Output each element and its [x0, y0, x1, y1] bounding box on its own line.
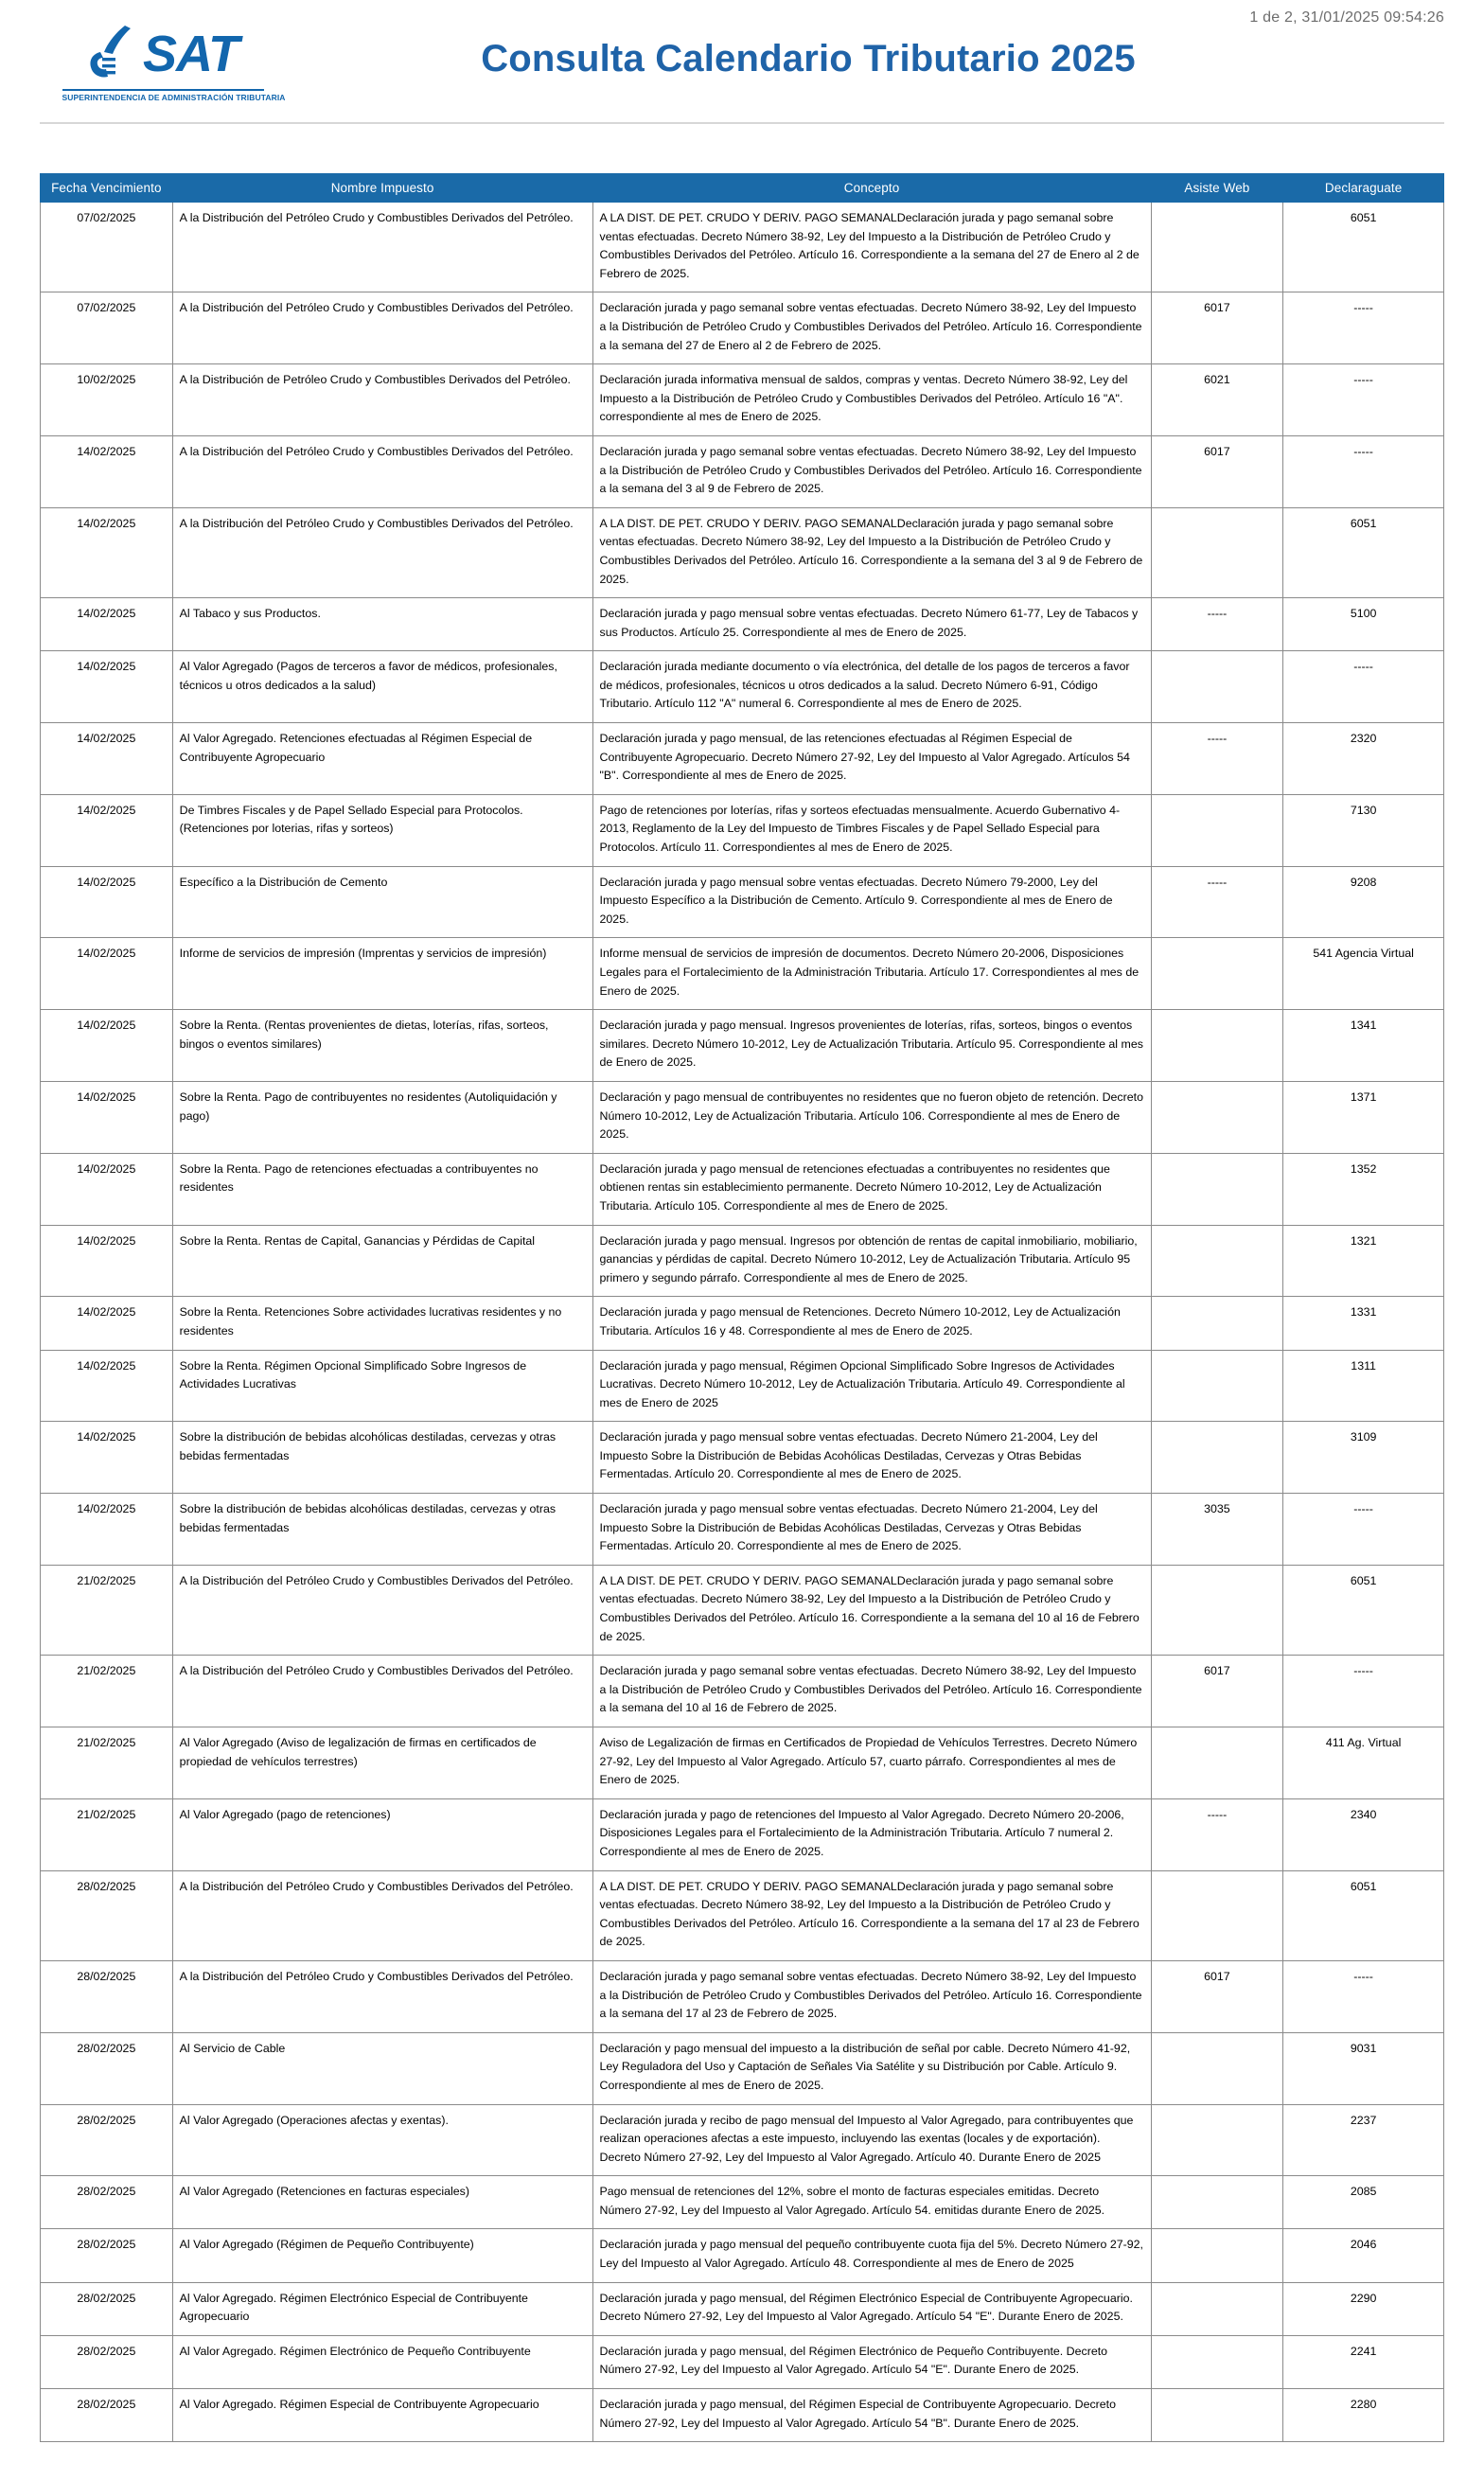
cell-asiste-web: 6017 [1151, 1960, 1283, 2032]
cell-fecha-vencimiento: 28/02/2025 [41, 2032, 173, 2104]
cell-fecha-vencimiento: 14/02/2025 [41, 651, 173, 723]
cell-fecha-vencimiento: 14/02/2025 [41, 723, 173, 795]
cell-asiste-web [1151, 1297, 1283, 1350]
logo-main [87, 24, 238, 86]
cell-nombre-impuesto: Sobre la distribución de bebidas alcohólicas destiladas, cervezas y otras bebidas fermentadas [172, 1422, 592, 1494]
cell-nombre-impuesto: Al Valor Agregado (Pagos de terceros a favor de médicos, profesionales, técnicos u otros dedicados a la salud) [172, 651, 592, 723]
cell-concepto: Declaración jurada y pago mensual, de las retenciones efectuadas al Régimen Especial de Contribuyente Agropecuario. Decreto Número 27-92, Ley del Impuesto al Valor Agregado. Artículos 54 "B". Correspondiente al mes de Enero de 2025. [592, 723, 1151, 795]
cell-nombre-impuesto: A la Distribución del Petróleo Crudo y Combustibles Derivados del Petróleo. [172, 203, 592, 292]
cell-fecha-vencimiento: 14/02/2025 [41, 866, 173, 938]
cell-fecha-vencimiento: 14/02/2025 [41, 938, 173, 1010]
cell-fecha-vencimiento: 07/02/2025 [41, 203, 173, 292]
cell-concepto: Declaración jurada y pago semanal sobre ventas efectuadas. Decreto Número 38-92, Ley del Impuesto a la Distribución de Petróleo Crudo y Combustibles Derivados del Petróleo. Artículo 16. Correspondiente a la semana del 27 de Enero al 2 de Febrero de 2025. [592, 292, 1151, 364]
cell-asiste-web: 6017 [1151, 435, 1283, 507]
table-row [41, 1870, 1444, 1960]
cell-declaraguate: 2280 [1283, 2389, 1444, 2442]
column-header-declaraguate: Declaraguate [1283, 174, 1444, 203]
page-meta-stamp: 1 de 2, 31/01/2025 09:54:26 [1249, 9, 1444, 26]
cell-declaraguate: 1331 [1283, 1297, 1444, 1350]
cell-concepto: Declaración jurada y pago mensual sobre ventas efectuadas. Decreto Número 61-77, Ley de Tabacos y sus Productos. Artículo 25. Correspondiente al mes de Enero de 2025. [592, 598, 1151, 651]
cell-concepto: Declaración jurada y pago mensual, del Régimen Electrónico de Pequeño Contribuyente. Decreto Número 27-92, Ley del Impuesto al Valor Agregado. Artículo 54 "E". Durante Enero de 2025. [592, 2335, 1151, 2388]
cell-nombre-impuesto: Al Valor Agregado. Régimen Electrónico de Pequeño Contribuyente [172, 2335, 592, 2388]
cell-asiste-web: ----- [1151, 866, 1283, 938]
cell-concepto: A LA DIST. DE PET. CRUDO Y DERIV. PAGO SEMANALDeclaración jurada y pago semanal sobre ventas efectuadas. Decreto Número 38-92, Ley del Impuesto a la Distribución de Petróleo Crudo y Combustibles Derivados del Petróleo. Artículo 16. Correspondiente a la semana del 27 de Enero al 2 de Febrero de 2025. [592, 203, 1151, 292]
cell-concepto: Declaración jurada y pago mensual sobre ventas efectuadas. Decreto Número 21-2004, Ley del Impuesto Sobre la Distribución de Bebidas Acohólicas Destiladas, Cervezas y Otras Bebidas Fermentadas. Artículo 20. Correspondiente al mes de Enero de 2025. [592, 1494, 1151, 1566]
table-row [41, 651, 1444, 723]
table-row [41, 292, 1444, 364]
cell-concepto: Declaración y pago mensual del impuesto a la distribución de señal por cable. Decreto Número 41-92, Ley Reguladora del Uso y Captación de Señales Via Satélite y su Distribución por Cable. Artículo 9. Correspondiente al mes de Enero de 2025. [592, 2032, 1151, 2104]
cell-concepto: Declaración y pago mensual de contribuyentes no residentes que no fueron objeto de retención. Decreto Número 10-2012, Ley de Actualización Tributaria. Artículo 106. Correspondiente al mes de Enero de 2025. [592, 1081, 1151, 1153]
table-header [41, 174, 1444, 203]
cell-nombre-impuesto: Al Valor Agregado (Operaciones afectas y exentas). [172, 2104, 592, 2176]
cell-concepto: Declaración jurada y recibo de pago mensual del Impuesto al Valor Agregado, para contribuyentes que realizan operaciones afectas a este impuesto, incluyendo las exentas (locales y de exportación). Decreto Número 27-92, Ley del Impuesto al Valor Agregado. Artículo 40. Durante Enero de 2025 [592, 2104, 1151, 2176]
cell-nombre-impuesto: A la Distribución del Petróleo Crudo y Combustibles Derivados del Petróleo. [172, 1565, 592, 1655]
cell-declaraguate: 9031 [1283, 2032, 1444, 2104]
cell-asiste-web: ----- [1151, 1798, 1283, 1870]
cell-declaraguate: 2320 [1283, 723, 1444, 795]
column-header-nombre-impuesto: Nombre Impuesto [172, 174, 592, 203]
cell-nombre-impuesto: Sobre la Renta. Pago de retenciones efectuadas a contribuyentes no residentes [172, 1153, 592, 1225]
cell-nombre-impuesto: A la Distribución del Petróleo Crudo y Combustibles Derivados del Petróleo. [172, 1870, 592, 1960]
cell-asiste-web [1151, 1727, 1283, 1799]
cell-declaraguate: ----- [1283, 1656, 1444, 1727]
cell-asiste-web: 3035 [1151, 1494, 1283, 1566]
sat-emblem-icon [87, 24, 142, 86]
cell-concepto: Pago de retenciones por loterías, rifas y sorteos efectuadas mensualmente. Acuerdo Gubernativo 4-2013, Reglamento de la Ley del Impuesto de Timbres Fiscales y de Papel Sellado Especial para Protocolos. Artículo 11. Correspondientes al mes de Enero de 2025. [592, 794, 1151, 866]
cell-fecha-vencimiento: 28/02/2025 [41, 2104, 173, 2176]
table-row [41, 435, 1444, 507]
cell-nombre-impuesto: Sobre la Renta. (Rentas provenientes de dietas, loterías, rifas, sorteos, bingos o eventos similares) [172, 1010, 592, 1082]
cell-nombre-impuesto: A la Distribución del Petróleo Crudo y Combustibles Derivados del Petróleo. [172, 1960, 592, 2032]
cell-asiste-web [1151, 1153, 1283, 1225]
cell-concepto: Declaración jurada y pago mensual, del Régimen Electrónico Especial de Contribuyente Agropecuario. Decreto Número 27-92, Ley del Impuesto al Valor Agregado. Artículo 54 "E". Durante Enero de 2025. [592, 2282, 1151, 2335]
cell-nombre-impuesto: Al Valor Agregado. Régimen Electrónico Especial de Contribuyente Agropecuario [172, 2282, 592, 2335]
cell-fecha-vencimiento: 14/02/2025 [41, 1010, 173, 1082]
cell-fecha-vencimiento: 14/02/2025 [41, 507, 173, 597]
cell-fecha-vencimiento: 14/02/2025 [41, 1422, 173, 1494]
cell-asiste-web: 6017 [1151, 292, 1283, 364]
column-header-fecha-vencimiento: Fecha Vencimiento [41, 174, 173, 203]
cell-fecha-vencimiento: 07/02/2025 [41, 292, 173, 364]
cell-asiste-web: ----- [1151, 598, 1283, 651]
cell-fecha-vencimiento: 28/02/2025 [41, 1960, 173, 2032]
table-row [41, 938, 1444, 1010]
cell-concepto: Pago mensual de retenciones del 12%, sobre el monto de facturas especiales emitidas. Decreto Número 27-92, Ley del Impuesto al Valor Agregado. Artículo 54. emitidas durante Enero de 2025. [592, 2176, 1151, 2229]
cell-concepto: A LA DIST. DE PET. CRUDO Y DERIV. PAGO SEMANALDeclaración jurada y pago semanal sobre ventas efectuadas. Decreto Número 38-92, Ley del Impuesto a la Distribución de Petróleo Crudo y Combustibles Derivados del Petróleo. Artículo 16. Correspondiente a la semana del 10 al 16 de Febrero de 2025. [592, 1565, 1151, 1655]
calendar-table-container [0, 124, 1484, 2480]
cell-nombre-impuesto: Al Valor Agregado (pago de retenciones) [172, 1798, 592, 1870]
cell-asiste-web [1151, 2176, 1283, 2229]
cell-asiste-web [1151, 2229, 1283, 2282]
cell-concepto: Aviso de Legalización de firmas en Certificados de Propiedad de Vehículos Terrestres. Decreto Número 27-92, Ley del Impuesto al Valor Agregado. Artículo 57, cuarto párrafo. Correspondientes al mes de Enero de 2025. [592, 1727, 1151, 1799]
cell-declaraguate: 1311 [1283, 1350, 1444, 1422]
cell-concepto: Declaración jurada y pago mensual sobre ventas efectuadas. Decreto Número 79-2000, Ley del Impuesto Específico a la Distribución de Cemento. Artículo 9. Correspondiente al mes de Enero de 2025. [592, 866, 1151, 938]
cell-declaraguate: 541 Agencia Virtual [1283, 938, 1444, 1010]
column-header-asiste-web: Asiste Web [1151, 174, 1283, 203]
cell-asiste-web [1151, 651, 1283, 723]
cell-nombre-impuesto: Informe de servicios de impresión (Imprentas y servicios de impresión) [172, 938, 592, 1010]
cell-nombre-impuesto: Al Valor Agregado (Régimen de Pequeño Contribuyente) [172, 2229, 592, 2282]
cell-fecha-vencimiento: 28/02/2025 [41, 2282, 173, 2335]
table-row [41, 2229, 1444, 2282]
cell-asiste-web: 6021 [1151, 364, 1283, 436]
table-row [41, 507, 1444, 597]
cell-nombre-impuesto: A la Distribución del Petróleo Crudo y Combustibles Derivados del Petróleo. [172, 292, 592, 364]
cell-nombre-impuesto: Al Valor Agregado. Retenciones efectuadas al Régimen Especial de Contribuyente Agropecuario [172, 723, 592, 795]
cell-asiste-web [1151, 2104, 1283, 2176]
cell-asiste-web [1151, 203, 1283, 292]
cell-concepto: Declaración jurada y pago mensual. Ingresos provenientes de loterías, rifas, sorteos, bingos o eventos similares. Decreto Número 10-2012, Ley de Actualización Tributaria. Artículo 95. Correspondiente al mes de Enero de 2025. [592, 1010, 1151, 1082]
cell-nombre-impuesto: De Timbres Fiscales y de Papel Sellado Especial para Protocolos. (Retenciones por loterias, rifas y sorteos) [172, 794, 592, 866]
cell-concepto: Declaración jurada y pago mensual, del Régimen Especial de Contribuyente Agropecuario. Decreto Número 27-92, Ley del Impuesto al Valor Agregado. Artículo 54 "B". Durante Enero de 2025. [592, 2389, 1151, 2442]
cell-nombre-impuesto: Sobre la Renta. Retenciones Sobre actividades lucrativas residentes y no residentes [172, 1297, 592, 1350]
cell-nombre-impuesto: A la Distribución del Petróleo Crudo y Combustibles Derivados del Petróleo. [172, 507, 592, 597]
cell-asiste-web [1151, 1010, 1283, 1082]
cell-declaraguate: 2046 [1283, 2229, 1444, 2282]
table-row [41, 2335, 1444, 2388]
cell-nombre-impuesto: A la Distribución de Petróleo Crudo y Combustibles Derivados del Petróleo. [172, 364, 592, 436]
cell-nombre-impuesto: Sobre la Renta. Régimen Opcional Simplificado Sobre Ingresos de Actividades Lucrativas [172, 1350, 592, 1422]
table-row [41, 1225, 1444, 1297]
cell-declaraguate: 6051 [1283, 507, 1444, 597]
table-row [41, 1010, 1444, 1082]
cell-nombre-impuesto: Sobre la Renta. Pago de contribuyentes no residentes (Autoliquidación y pago) [172, 1081, 592, 1153]
cell-asiste-web [1151, 2032, 1283, 2104]
cell-declaraguate: 2241 [1283, 2335, 1444, 2388]
cell-asiste-web [1151, 2282, 1283, 2335]
cell-fecha-vencimiento: 14/02/2025 [41, 794, 173, 866]
cell-declaraguate: ----- [1283, 1960, 1444, 2032]
table-row [41, 364, 1444, 436]
cell-nombre-impuesto: A la Distribución del Petróleo Crudo y Combustibles Derivados del Petróleo. [172, 435, 592, 507]
cell-fecha-vencimiento: 14/02/2025 [41, 1494, 173, 1566]
cell-declaraguate: ----- [1283, 292, 1444, 364]
table-row [41, 2389, 1444, 2442]
cell-fecha-vencimiento: 28/02/2025 [41, 2229, 173, 2282]
cell-fecha-vencimiento: 14/02/2025 [41, 435, 173, 507]
cell-nombre-impuesto: Al Valor Agregado (Aviso de legalización de firmas en certificados de propiedad de vehículos terrestres) [172, 1727, 592, 1799]
cell-declaraguate: 1371 [1283, 1081, 1444, 1153]
cell-nombre-impuesto: Al Valor Agregado (Retenciones en facturas especiales) [172, 2176, 592, 2229]
cell-nombre-impuesto: Al Servicio de Cable [172, 2032, 592, 2104]
cell-asiste-web [1151, 1225, 1283, 1297]
cell-declaraguate: 411 Ag. Virtual [1283, 1727, 1444, 1799]
cell-nombre-impuesto: Sobre la Renta. Rentas de Capital, Ganancias y Pérdidas de Capital [172, 1225, 592, 1297]
cell-asiste-web [1151, 938, 1283, 1010]
table-row [41, 794, 1444, 866]
table-header-row [41, 174, 1444, 203]
table-body [41, 203, 1444, 2442]
cell-concepto: Declaración jurada informativa mensual de saldos, compras y ventas. Decreto Número 38-92, Ley del Impuesto a la Distribución de Petróleo Crudo y Combustibles Derivados del Petróleo. Artículo 16 "A". correspondiente al mes de Enero de 2025. [592, 364, 1151, 436]
cell-asiste-web [1151, 1422, 1283, 1494]
logo-wordmark: SAT [143, 26, 238, 83]
cell-concepto: Declaración jurada y pago semanal sobre ventas efectuadas. Decreto Número 38-92, Ley del Impuesto a la Distribución de Petróleo Crudo y Combustibles Derivados del Petróleo. Artículo 16. Correspondiente a la semana del 3 al 9 de Febrero de 2025. [592, 435, 1151, 507]
document-header [40, 0, 1444, 118]
cell-fecha-vencimiento: 28/02/2025 [41, 1870, 173, 1960]
cell-fecha-vencimiento: 14/02/2025 [41, 1350, 173, 1422]
cell-fecha-vencimiento: 14/02/2025 [41, 1081, 173, 1153]
cell-nombre-impuesto: Específico a la Distribución de Cemento [172, 866, 592, 938]
cell-declaraguate: 2340 [1283, 1798, 1444, 1870]
cell-asiste-web [1151, 2335, 1283, 2388]
cell-nombre-impuesto: Al Tabaco y sus Productos. [172, 598, 592, 651]
cell-nombre-impuesto: Al Valor Agregado. Régimen Especial de Contribuyente Agropecuario [172, 2389, 592, 2442]
table-row [41, 1350, 1444, 1422]
cell-concepto: Declaración jurada y pago mensual, Régimen Opcional Simplificado Sobre Ingresos de Actividades Lucrativas. Decreto Número 10-2012, Ley de Actualización Tributaria. Artículo 49. Correspondiente al mes de Enero de 2025 [592, 1350, 1151, 1422]
cell-fecha-vencimiento: 28/02/2025 [41, 2176, 173, 2229]
cell-declaraguate: 9208 [1283, 866, 1444, 938]
cell-fecha-vencimiento: 21/02/2025 [41, 1727, 173, 1799]
cell-declaraguate: ----- [1283, 651, 1444, 723]
cell-concepto: Declaración jurada mediante documento o vía electrónica, del detalle de los pagos de terceros a favor de médicos, profesionales, técnicos u otros dedicados a la salud. Decreto Número 6-91, Código Tributario. Artículo 112 "A" numeral 6. Correspondiente al mes de Enero de 2025. [592, 651, 1151, 723]
column-header-concepto: Concepto [592, 174, 1151, 203]
cell-asiste-web [1151, 1870, 1283, 1960]
table-row [41, 1727, 1444, 1799]
table-row [41, 866, 1444, 938]
cell-nombre-impuesto: A la Distribución del Petróleo Crudo y Combustibles Derivados del Petróleo. [172, 1656, 592, 1727]
cell-declaraguate: 6051 [1283, 203, 1444, 292]
cell-declaraguate: 7130 [1283, 794, 1444, 866]
table-row [41, 1798, 1444, 1870]
table-row [41, 2176, 1444, 2229]
sat-logo [40, 16, 286, 102]
cell-asiste-web [1151, 2389, 1283, 2442]
table-row [41, 1081, 1444, 1153]
cell-asiste-web [1151, 1350, 1283, 1422]
cell-concepto: Declaración jurada y pago mensual sobre ventas efectuadas. Decreto Número 21-2004, Ley del Impuesto Sobre la Distribución de Bebidas Acohólicas Destiladas, Cervezas y Otras Bebidas Fermentadas. Artículo 20. Correspondiente al mes de Enero de 2025. [592, 1422, 1151, 1494]
table-row [41, 1960, 1444, 2032]
cell-concepto: Declaración jurada y pago mensual. Ingresos por obtención de rentas de capital inmobiliario, mobiliario, ganancias y pérdidas de capital. Decreto Número 10-2012, Ley de Actualización Tributaria. Artículo 95 primero y segundo párrafo. Correspondiente al mes de Enero de 2025. [592, 1225, 1151, 1297]
cell-concepto: Informe mensual de servicios de impresión de documentos. Decreto Número 20-2006, Disposiciones Legales para el Fortalecimiento de la Administración Tributaria. Artículo 17. Correspondientes al mes de Enero de 2025. [592, 938, 1151, 1010]
cell-concepto: Declaración jurada y pago de retenciones del Impuesto al Valor Agregado. Decreto Número 20-2006, Disposiciones Legales para el Fortalecimiento de la Administración Tributaria. Artículo 7 numeral 2. Correspondiente al mes de Enero de 2025. [592, 1798, 1151, 1870]
cell-declaraguate: 1341 [1283, 1010, 1444, 1082]
cell-concepto: Declaración jurada y pago mensual de Retenciones. Decreto Número 10-2012, Ley de Actualización Tributaria. Artículos 16 y 48. Correspondiente al mes de Enero de 2025. [592, 1297, 1151, 1350]
table-row [41, 1494, 1444, 1566]
cell-declaraguate: 5100 [1283, 598, 1444, 651]
cell-declaraguate: 1321 [1283, 1225, 1444, 1297]
cell-asiste-web: 6017 [1151, 1656, 1283, 1727]
table-row [41, 2032, 1444, 2104]
cell-concepto: Declaración jurada y pago semanal sobre ventas efectuadas. Decreto Número 38-92, Ley del Impuesto a la Distribución de Petróleo Crudo y Combustibles Derivados del Petróleo. Artículo 16. Correspondiente a la semana del 10 al 16 de Febrero de 2025. [592, 1656, 1151, 1727]
tax-calendar-table [40, 173, 1444, 2442]
cell-fecha-vencimiento: 21/02/2025 [41, 1565, 173, 1655]
cell-fecha-vencimiento: 28/02/2025 [41, 2335, 173, 2388]
cell-fecha-vencimiento: 10/02/2025 [41, 364, 173, 436]
cell-fecha-vencimiento: 28/02/2025 [41, 2389, 173, 2442]
table-row [41, 723, 1444, 795]
cell-concepto: Declaración jurada y pago mensual de retenciones efectuadas a contribuyentes no residentes que obtienen rentas sin establecimiento permanente. Decreto Número 10-2012, Ley de Actualización Tributaria. Artículo 105. Correspondiente al mes de Enero de 2025. [592, 1153, 1151, 1225]
cell-fecha-vencimiento: 14/02/2025 [41, 1153, 173, 1225]
table-row [41, 1153, 1444, 1225]
cell-asiste-web: ----- [1151, 723, 1283, 795]
cell-concepto: Declaración jurada y pago mensual del pequeño contribuyente cuota fija del 5%. Decreto Número 27-92, Ley del Impuesto al Valor Agregado. Artículo 48. Correspondiente al mes de Enero de 2025 [592, 2229, 1151, 2282]
cell-asiste-web [1151, 1081, 1283, 1153]
table-row [41, 1422, 1444, 1494]
cell-nombre-impuesto: Sobre la distribución de bebidas alcohólicas destiladas, cervezas y otras bebidas fermentadas [172, 1494, 592, 1566]
cell-declaraguate: ----- [1283, 364, 1444, 436]
table-row [41, 1565, 1444, 1655]
cell-fecha-vencimiento: 14/02/2025 [41, 1297, 173, 1350]
cell-declaraguate: 1352 [1283, 1153, 1444, 1225]
cell-declaraguate: 6051 [1283, 1565, 1444, 1655]
cell-declaraguate: 2237 [1283, 2104, 1444, 2176]
cell-asiste-web [1151, 507, 1283, 597]
table-row [41, 1297, 1444, 1350]
cell-concepto: Declaración jurada y pago semanal sobre ventas efectuadas. Decreto Número 38-92, Ley del Impuesto a la Distribución de Petróleo Crudo y Combustibles Derivados del Petróleo. Artículo 16. Correspondiente a la semana del 17 al 23 de Febrero de 2025. [592, 1960, 1151, 2032]
table-row [41, 2282, 1444, 2335]
cell-asiste-web [1151, 1565, 1283, 1655]
cell-declaraguate: ----- [1283, 1494, 1444, 1566]
table-row [41, 2104, 1444, 2176]
cell-declaraguate: 2290 [1283, 2282, 1444, 2335]
cell-declaraguate: 6051 [1283, 1870, 1444, 1960]
page-title: Consulta Calendario Tributario 2025 [481, 38, 1136, 80]
table-row [41, 1656, 1444, 1727]
table-row [41, 598, 1444, 651]
cell-concepto: A LA DIST. DE PET. CRUDO Y DERIV. PAGO SEMANALDeclaración jurada y pago semanal sobre ventas efectuadas. Decreto Número 38-92, Ley del Impuesto a la Distribución de Petróleo Crudo y Combustibles Derivados del Petróleo. Artículo 16. Correspondiente a la semana del 17 al 23 de Febrero de 2025. [592, 1870, 1151, 1960]
cell-concepto: A LA DIST. DE PET. CRUDO Y DERIV. PAGO SEMANALDeclaración jurada y pago semanal sobre ventas efectuadas. Decreto Número 38-92, Ley del Impuesto a la Distribución de Petróleo Crudo y Combustibles Derivados del Petróleo. Artículo 16. Correspondiente a la semana del 3 al 9 de Febrero de 2025. [592, 507, 1151, 597]
cell-fecha-vencimiento: 21/02/2025 [41, 1656, 173, 1727]
cell-fecha-vencimiento: 14/02/2025 [41, 598, 173, 651]
cell-asiste-web [1151, 794, 1283, 866]
cell-declaraguate: ----- [1283, 435, 1444, 507]
table-row [41, 203, 1444, 292]
cell-declaraguate: 3109 [1283, 1422, 1444, 1494]
cell-fecha-vencimiento: 14/02/2025 [41, 1225, 173, 1297]
logo-subtitle: SUPERINTENDENCIA DE ADMINISTRACIÓN TRIBUTARIA [62, 89, 264, 102]
cell-declaraguate: 2085 [1283, 2176, 1444, 2229]
cell-fecha-vencimiento: 21/02/2025 [41, 1798, 173, 1870]
